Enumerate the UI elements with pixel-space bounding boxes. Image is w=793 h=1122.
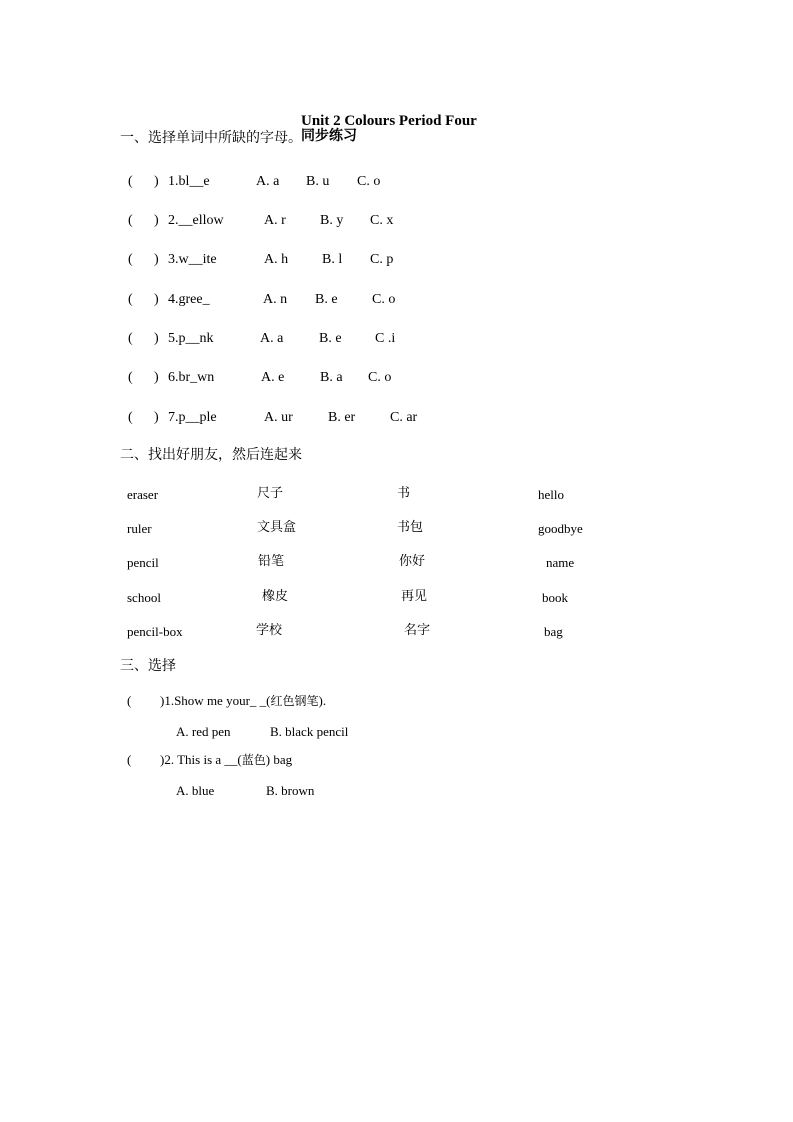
section2-heading: 二、找出好朋友，然后连起来	[120, 447, 302, 463]
title-chinese: 同步练习	[301, 128, 357, 144]
answer-paren-open: (	[128, 331, 133, 346]
match-english-word: bag	[544, 624, 563, 639]
match-chinese-word: 铅笔	[258, 554, 285, 569]
option-c: C .i	[375, 331, 396, 346]
answer-paren-close: )	[154, 174, 159, 189]
option-a: A. red pen	[176, 724, 231, 739]
title-english: Unit 2 Colours Period Four	[301, 113, 477, 129]
choice-question-2	[160, 753, 292, 766]
answer-paren-close: )	[154, 370, 159, 385]
option-b: B. u	[306, 174, 330, 189]
option-b: B. er	[328, 410, 356, 425]
option-a: A. n	[263, 292, 288, 307]
option-b: B. e	[315, 292, 338, 307]
option-c: C. o	[357, 174, 381, 189]
answer-paren-open: (	[128, 370, 133, 385]
option-a: A. blue	[176, 783, 215, 798]
question-word: 7.p__ple	[168, 410, 217, 425]
question-word: 2.__ellow	[168, 213, 224, 228]
option-a: A. a	[260, 331, 284, 346]
option-c: C. ar	[390, 410, 418, 425]
match-chinese-word: 名字	[404, 623, 431, 638]
option-c: C. p	[370, 252, 394, 267]
question-word: 4.gree_	[168, 292, 210, 307]
option-a: A. e	[261, 370, 285, 385]
answer-paren-open: (	[127, 752, 132, 767]
option-a: A. a	[256, 174, 280, 189]
section1-heading: 一、选择单词中所缺的字母。	[120, 130, 302, 146]
match-english-word: goodbye	[538, 521, 583, 536]
match-english-word: hello	[538, 487, 564, 502]
option-b: B. a	[320, 370, 343, 385]
page-title	[286, 99, 477, 159]
option-b: B. l	[322, 252, 343, 267]
answer-paren-close: )	[154, 331, 159, 346]
option-c: C. x	[370, 213, 394, 228]
match-english-word: book	[542, 590, 568, 605]
answer-paren-open: (	[128, 213, 133, 228]
choice-question-1	[160, 694, 326, 707]
match-english-word: pencil	[127, 555, 159, 570]
match-chinese-word: 你好	[399, 554, 426, 569]
answer-paren-open: (	[128, 292, 133, 307]
option-a: A. ur	[264, 410, 293, 425]
option-b: B. black pencil	[270, 724, 349, 739]
match-english-word: eraser	[127, 487, 159, 502]
match-chinese-word: 尺子	[257, 486, 284, 501]
question-stem: )1.Show me your_ _(	[160, 693, 271, 708]
question-stem-end: ) bag	[265, 752, 293, 767]
question-word: 1.bl__e	[168, 174, 210, 189]
match-english-word: ruler	[127, 521, 152, 536]
answer-paren-close: )	[154, 292, 159, 307]
option-c: C. o	[368, 370, 392, 385]
answer-paren-open: (	[127, 693, 132, 708]
question-stem: )2. This is a __(	[160, 752, 242, 767]
match-chinese-word: 学校	[256, 623, 283, 638]
question-word: 5.p__nk	[168, 331, 214, 346]
section3-heading: 三、选择	[120, 658, 176, 674]
question-stem-end: ).	[318, 693, 327, 708]
option-b: B. brown	[266, 783, 315, 798]
question-word: 6.br_wn	[168, 370, 215, 385]
match-chinese-word: 书	[397, 486, 411, 501]
answer-paren-close: )	[154, 252, 159, 267]
question-word: 3.w__ite	[168, 252, 217, 267]
question-hint-chinese: 红色钢笔	[270, 694, 319, 708]
answer-paren-open: (	[128, 174, 133, 189]
question-hint-chinese: 蓝色	[241, 753, 266, 767]
option-b: B. y	[320, 213, 344, 228]
option-a: A. h	[264, 252, 289, 267]
option-a: A. r	[264, 213, 286, 228]
option-c: C. o	[372, 292, 396, 307]
match-chinese-word: 文具盒	[257, 520, 297, 535]
match-english-word: pencil-box	[127, 624, 183, 639]
match-english-word: school	[127, 590, 161, 605]
answer-paren-close: )	[154, 410, 159, 425]
match-english-word: name	[546, 555, 575, 570]
answer-paren-open: (	[128, 410, 133, 425]
answer-paren-open: (	[128, 252, 133, 267]
match-chinese-word: 书包	[397, 520, 424, 535]
match-chinese-word: 橡皮	[262, 589, 289, 604]
answer-paren-close: )	[154, 213, 159, 228]
option-b: B. e	[319, 331, 342, 346]
match-chinese-word: 再见	[401, 589, 428, 604]
